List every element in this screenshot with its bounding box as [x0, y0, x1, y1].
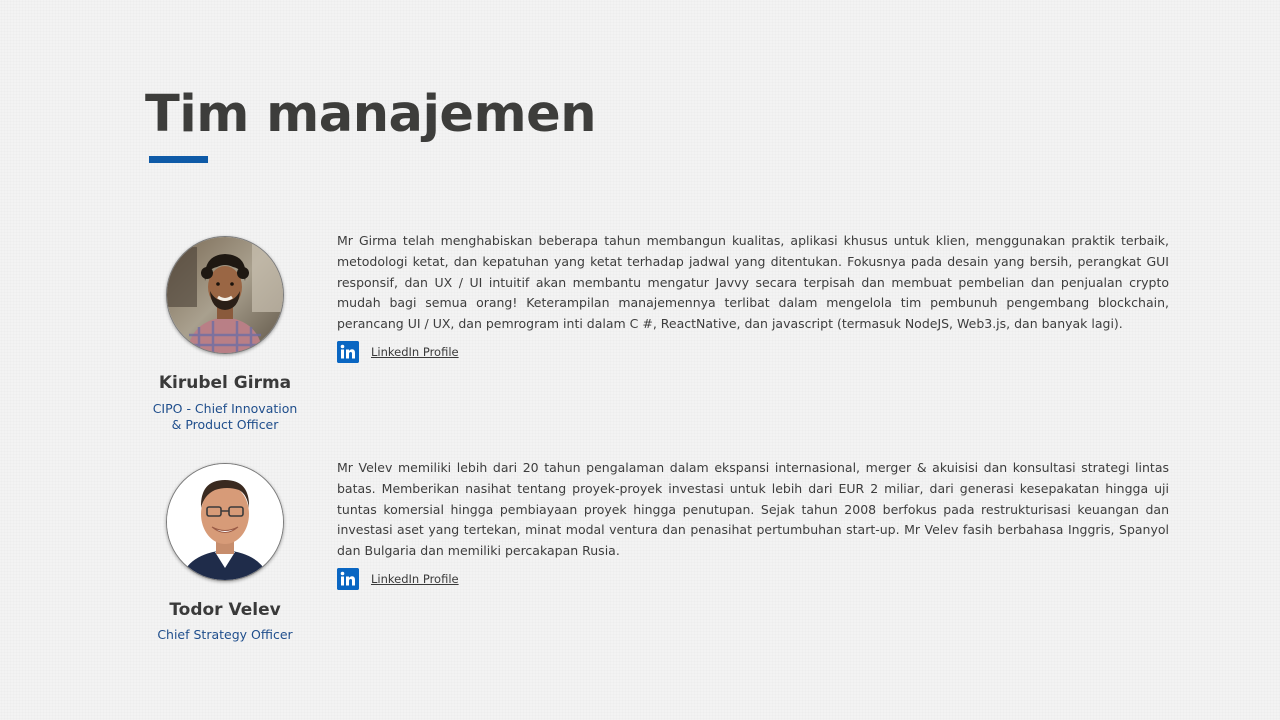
team-member-card — [0, 460, 1280, 663]
linkedin-profile-label[interactable]: LinkedIn Profile — [371, 572, 459, 586]
member-role — [125, 401, 325, 433]
member-bio: Mr Velev memiliki lebih dari 20 tahun pengalaman dalam ekspansi internasional, merger & akuisisi dan konsultasi strategi lintas batas. Memberikan nasihat tentang proyek-proyek investasi untuk lebih dari EUR 2 miliar, dari generasi kesepakatan hingga uji tuntas komersial hingga pembiayaan proyek hingga penutupan. Sejak tahun 2008 berfokus pada restrukturisasi keuangan dan investasi aset yang tertekan, minat modal ventura dan penasihat pertumbuhan start-up. Mr Velev fasih berbahasa Inggris, Spanyol dan Bulgaria dan memiliki percakapan Rusia. — [337, 460, 1169, 559]
linkedin-profile-link[interactable] — [337, 568, 459, 590]
member-role-line: Chief Strategy Officer — [157, 627, 293, 642]
page-title: Tim manajemen — [145, 85, 597, 144]
avatar-todor-velev — [166, 463, 284, 581]
linkedin-icon[interactable] — [337, 341, 359, 363]
member-role-line: & Product Officer — [171, 417, 279, 432]
team-member-card — [0, 233, 1280, 436]
member-role-line: CIPO - Chief Innovation — [152, 401, 298, 416]
title-underline — [149, 156, 208, 163]
linkedin-profile-label[interactable]: LinkedIn Profile — [371, 345, 459, 359]
linkedin-icon[interactable] — [337, 568, 359, 590]
avatar-kirubel-girma — [166, 236, 284, 354]
member-name: Todor Velev — [169, 600, 281, 620]
member-name: Kirubel Girma — [158, 373, 292, 393]
member-role — [125, 627, 325, 643]
linkedin-profile-link[interactable] — [337, 341, 459, 363]
member-bio: Mr Girma telah menghabiskan beberapa tahun membangun kualitas, aplikasi khusus untuk klien, menggunakan praktik terbaik, metodologi ketat, dan kepatuhan yang ketat terhadap jadwal yang ditentukan. Fokusnya pada desain yang bersih, perangkat GUI responsif, dan UX / UI intuitif akan membantu mengatur Javvy secara terpisah dan membuat pembelian dan penjualan crypto mudah bagi semua orang! Keterampilan manajemennya terlibat dalam mengelola tim pembunuh pengembang blockchain, perancang UI / UX, dan pemrogram inti dalam C #, ReactNative, dan javascript (termasuk NodeJS, Web3.js, dan banyak lagi). — [337, 233, 1169, 332]
